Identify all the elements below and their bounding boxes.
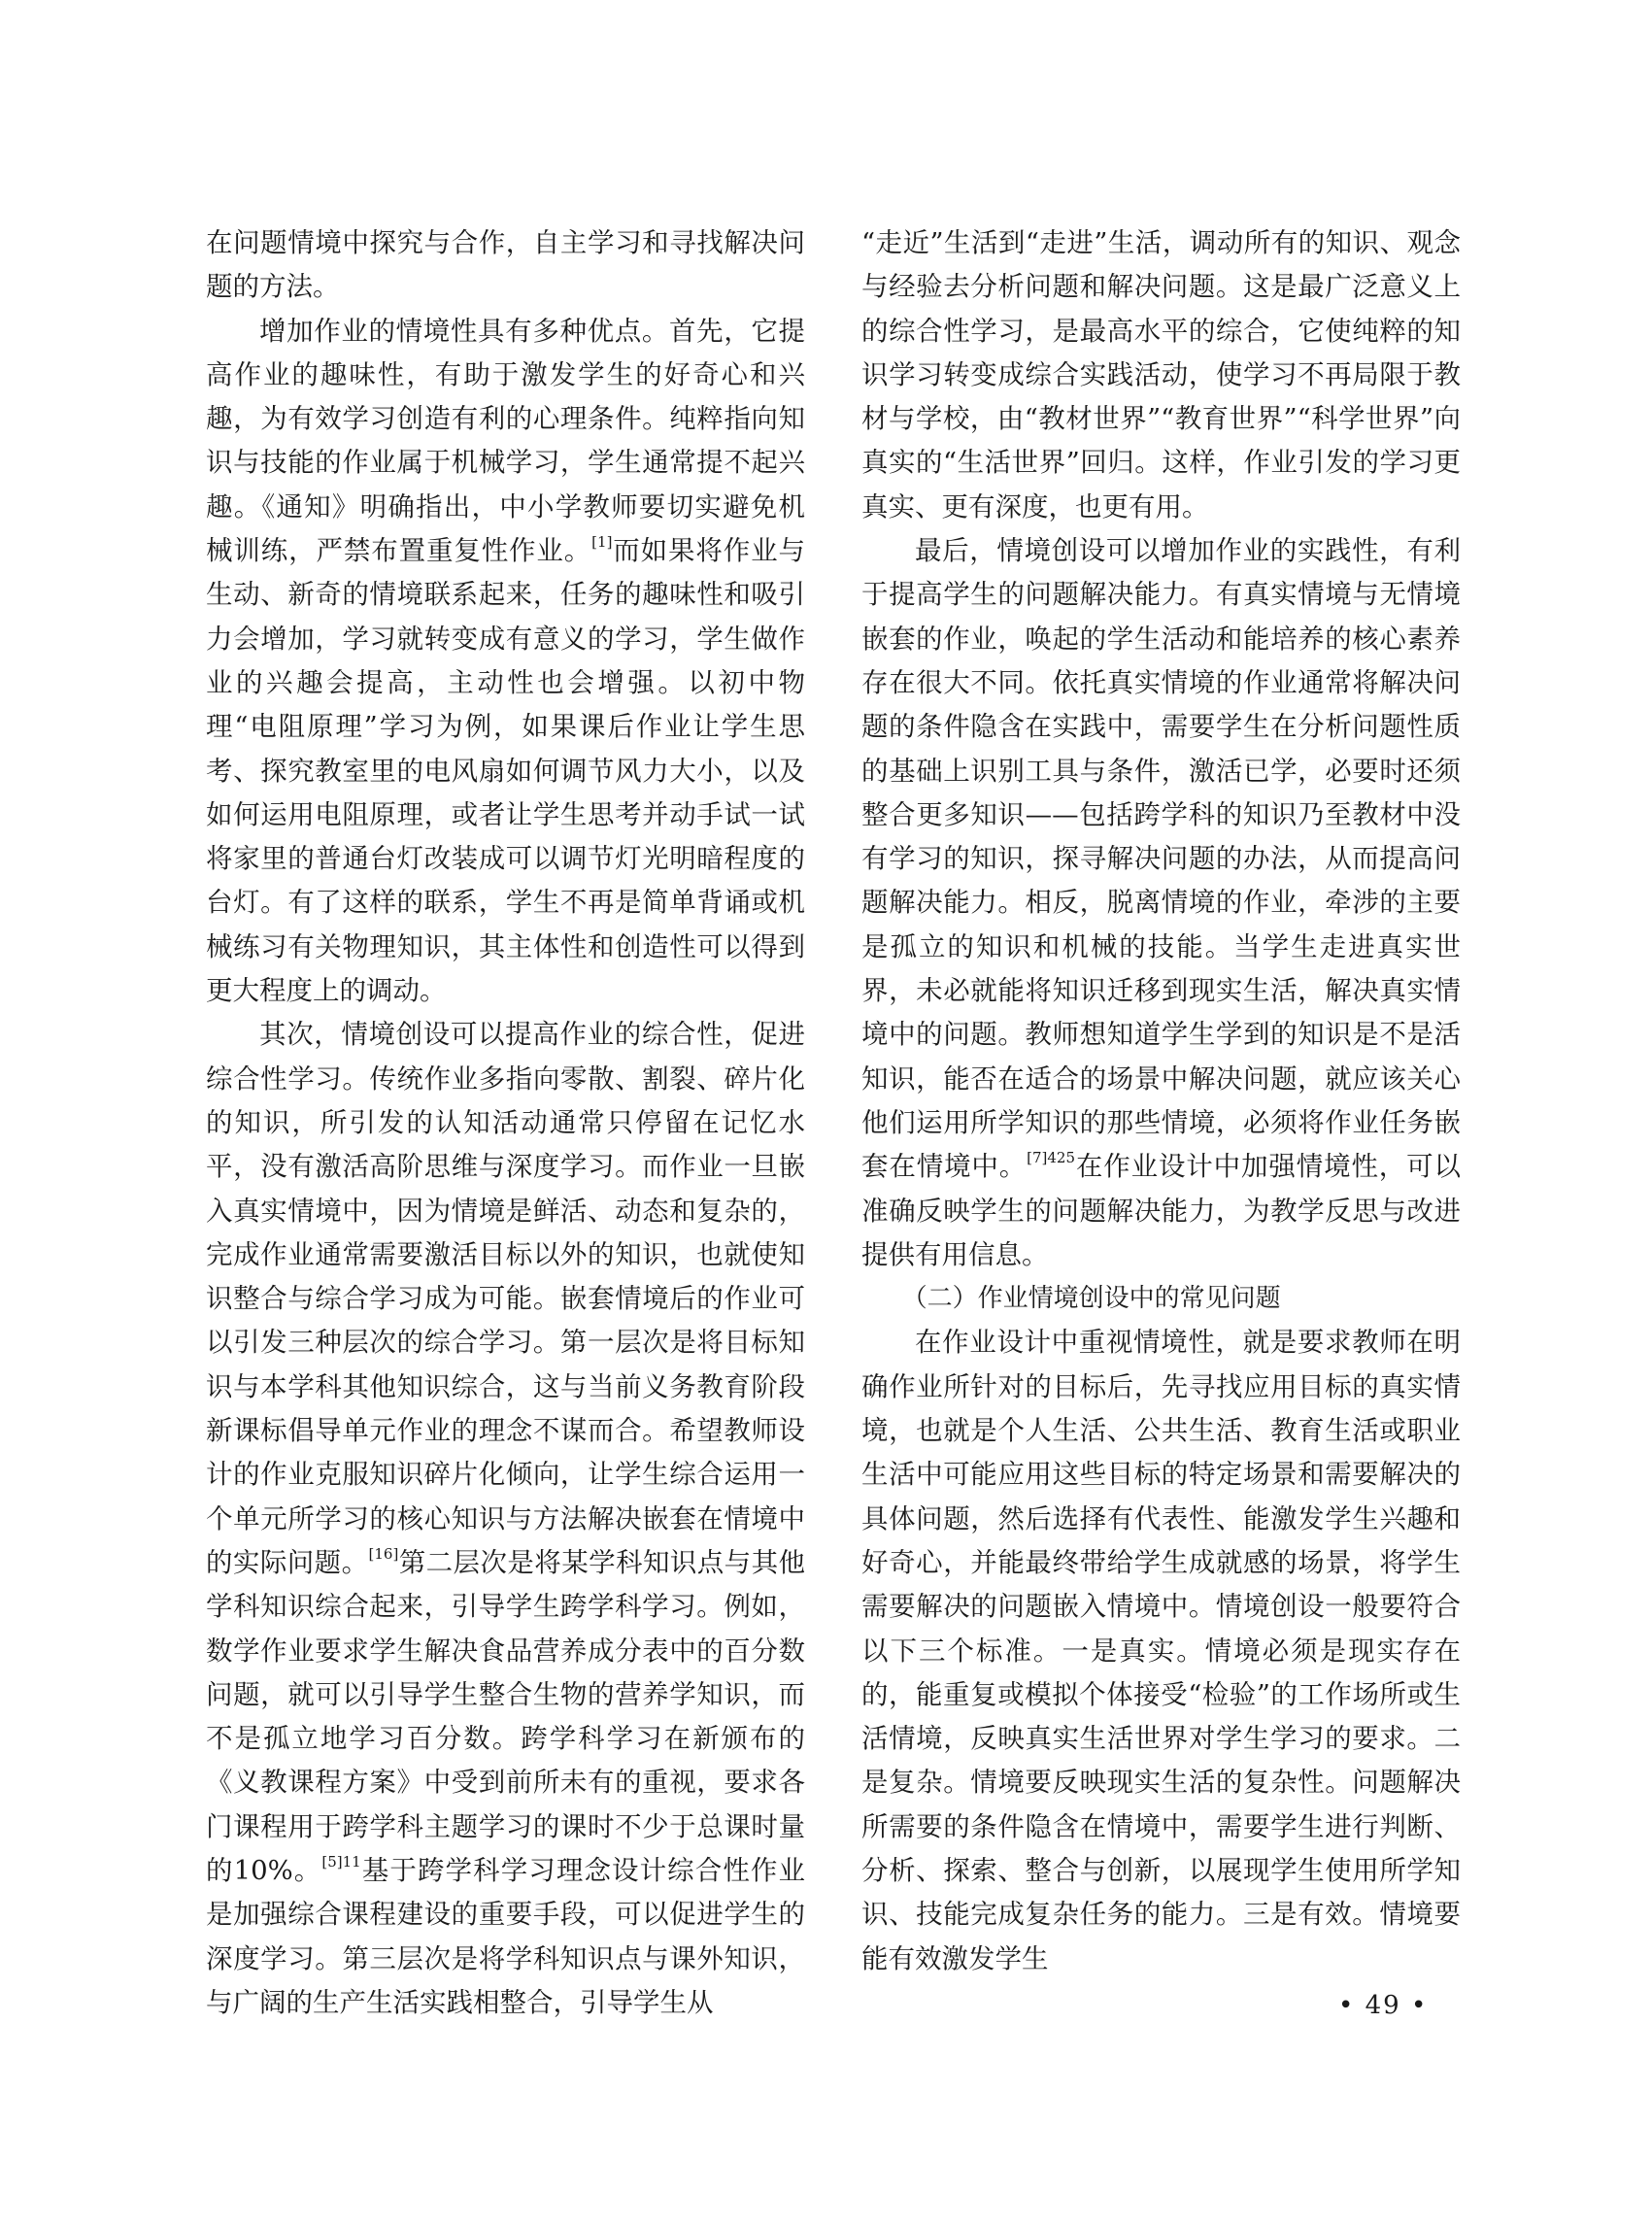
left-column: [206, 221, 805, 2025]
paragraph-text: 而如果将作业与生动、新奇的情境联系起来，任务的趣味性和吸引力会增加，学习就转变成有意义的学习，学生做作业的兴趣会提高，主动性也会增强。以初中物理“电阻原理”学习为例，如果课后作业让学生思考、探究教室里的电风扇如何调节风力大小，以及如何运用电阻原理，或者让学生思考并动手试一试将家里的普通台灯改装成可以调节灯光明暗程度的台灯。有了这样的联系，学生不再是简单背诵或机械练习有关物理知识，其主体性和创造性可以得到更大程度上的调动。: [206, 535, 806, 1007]
right-column: [861, 221, 1461, 1981]
paragraph-text: 增加作业的情境性具有多种优点。首先，它提高作业的趣味性，有助于激发学生的好奇心和兴趣，为有效学习创造有利的心理条件。纯粹指向知识与技能的作业属于机械学习，学生通常提不起兴趣。《通知》明确指出，中小学教师要切实避免机械训练，严禁布置重复性作业。: [206, 315, 805, 567]
paragraph-text: “走近”生活到“走进”生活，调动所有的知识、观念与经验去分析问题和解决问题。这是最广泛意义上的综合性学习，是最高水平的综合，它使纯粹的知识学习转变成综合实践活动，使学习不再局限于教材与学校，由“教材世界”“教育世界”“科学世界”向真实的“生活世界”回归。这样，作业引发的学习更真实、更有深度，也更有用。: [861, 227, 1461, 523]
citation-ref: [16]: [368, 1544, 399, 1563]
citation-ref: [5]11: [321, 1852, 361, 1871]
paragraph: [206, 1013, 805, 2025]
citation-ref: [1]: [591, 533, 613, 552]
paragraph-text: （二）作业情境创设中的常见问题: [901, 1284, 1281, 1314]
paragraph-text: 在问题情境中探究与合作，自主学习和寻找解决问题的方法。: [206, 227, 805, 303]
paragraph: [861, 1321, 1461, 1980]
paragraph-text: 在作业设计中加强情境性，可以准确反映学生的问题解决能力，为教学反思与改进提供有用信息。: [861, 1151, 1462, 1270]
citation-ref: [7]425: [1027, 1149, 1076, 1167]
section-heading: [861, 1277, 1461, 1321]
paragraph-text: 在作业设计中重视情境性，就是要求教师在明确作业所针对的目标后，先寻找应用目标的真实情境，也就是个人生活、公共生活、教育生活或职业生活中可能应用这些目标的特定场景和需要解决的具体问题，然后选择有代表性、能激发学生兴趣和好奇心，并能最终带给学生成就感的场景，将学生需要解决的问题嵌入情境中。情境创设一般要符合以下三个标准。一是真实。情境必须是现实存在的，能重复或模拟个体接受“检验”的工作场所或生活情境，反映真实生活世界对学生学习的要求。二是复杂。情境要反映现实生活的复杂性。问题解决所需要的条件隐含在情境中，需要学生进行判断、分析、探索、整合与创新，以展现学生使用所学知识、技能完成复杂任务的能力。三是有效。情境要能有效激发学生: [861, 1327, 1461, 1974]
paragraph: [861, 221, 1461, 529]
paragraph: [861, 529, 1461, 1277]
page-number: • 49 •: [1338, 1991, 1429, 2020]
paragraph-text: 最后，情境创设可以增加作业的实践性，有利于提高学生的问题解决能力。有真实情境与无情境嵌套的作业，唤起的学生活动和能培养的核心素养存在很大不同。依托真实情境的作业通常将解决问题的条件隐含在实践中，需要学生在分析问题性质的基础上识别工具与条件，激活已学，必要时还须整合更多知识——包括跨学科的知识乃至教材中没有学习的知识，探寻解决问题的办法，从而提高问题解决能力。相反，脱离情境的作业，牵涉的主要是孤立的知识和机械的技能。当学生走进真实世界，未必就能将知识迁移到现实生活，解决真实情境中的问题。教师想知道学生学到的知识是不是活知识，能否在适合的场景中解决问题，就应该关心他们运用所学知识的那些情境，必须将作业任务嵌套在情境中。: [861, 535, 1461, 1183]
paragraph: [206, 221, 805, 310]
paragraph-text: 基于跨学科学习理念设计综合性作业是加强综合课程建设的重要手段，可以促进学生的深度学习。第三层次是将学科知识点与课外知识，与广阔的生产生活实践相整合，引导学生从: [206, 1854, 806, 2018]
paragraph: [206, 310, 805, 1014]
paragraph-text: 第二层次是将某学科知识点与其他学科知识综合起来，引导学生跨学科学习。例如，数学作业要求学生解决食品营养成分表中的百分数问题，就可以引导学生整合生物的营养学知识，而不是孤立地学习百分数。跨学科学习在新颁布的《义教课程方案》中受到前所未有的重视，要求各门课程用于跨学科主题学习的课时不少于总课时量的10%。: [206, 1546, 806, 1886]
paragraph-text: 其次，情境创设可以提高作业的综合性，促进综合性学习。传统作业多指向零散、割裂、碎片化的知识，所引发的认知活动通常只停留在记忆水平，没有激活高阶思维与深度学习。而作业一旦嵌入真实情境中，因为情境是鲜活、动态和复杂的，完成作业通常需要激活目标以外的知识，也就使知识整合与综合学习成为可能。嵌套情境后的作业可以引发三种层次的综合学习。第一层次是将目标知识与本学科其他知识综合，这与当前义务教育阶段新课标倡导单元作业的理念不谋而合。希望教师设计的作业克服知识碎片化倾向，让学生综合运用一个单元所学习的核心知识与方法解决嵌套在情境中的实际问题。: [206, 1019, 805, 1578]
